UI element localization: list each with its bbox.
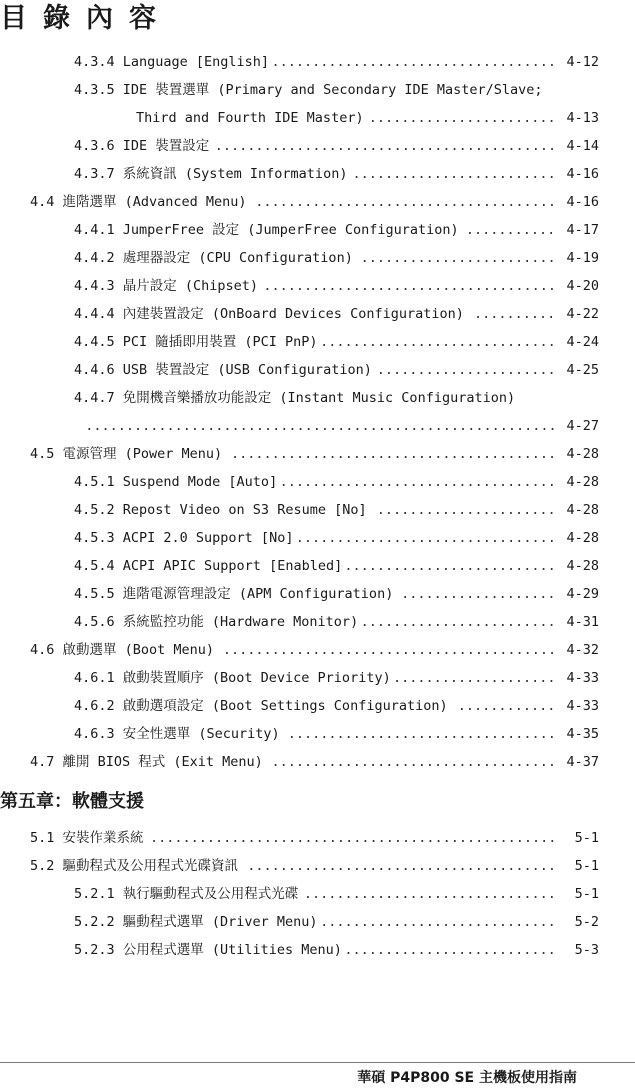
dot-leader: ....................... (368, 110, 556, 126)
toc-entry-page: 4-13 (566, 110, 599, 126)
toc-entry-page: 4-17 (566, 222, 599, 238)
page-footer: 華碩 P4P800 SE 主機板使用指南 (357, 1070, 577, 1086)
toc-entry (0, 936, 635, 964)
toc-entry-label: 5.2.1 執行驅動程式及公用程式光碟 (74, 886, 299, 902)
dot-leader: ...................... (376, 502, 556, 518)
dot-leader: ................................. (287, 726, 556, 742)
dot-leader: ................... (401, 586, 556, 602)
toc-chapter-5 (0, 824, 635, 964)
toc-entry-page: 4-25 (566, 362, 599, 378)
toc-entry (0, 244, 635, 272)
dot-leader: ........................ (360, 250, 556, 266)
toc-entry-label: 4.3.6 IDE 裝置設定 (74, 138, 210, 154)
toc-entry (0, 132, 635, 160)
toc-entry-page: 5-1 (574, 830, 599, 846)
toc-entry-page: 4-28 (566, 558, 599, 574)
dot-leader: ............................. (320, 914, 556, 930)
toc-entry-page: 4-33 (566, 670, 599, 686)
toc-entry (0, 272, 635, 300)
dot-leader: ............................... (303, 886, 556, 902)
dot-leader: ...................................... (247, 858, 557, 874)
toc-entry-label: 4.5.5 進階電源管理設定 (APM Configuration) (74, 586, 394, 602)
toc-entry (0, 48, 635, 76)
dot-leader: .......................... (344, 942, 556, 958)
toc-entry-page: 5-1 (574, 886, 599, 902)
toc-entry-page: 4-33 (566, 698, 599, 714)
toc-entry-page: 4-37 (566, 754, 599, 770)
toc-entry-page: 4-27 (566, 418, 599, 434)
toc-entry (0, 412, 635, 440)
toc-entry (0, 356, 635, 384)
toc-entry (0, 328, 635, 356)
toc-entry (0, 216, 635, 244)
toc-entry (0, 608, 635, 636)
toc-entry (0, 552, 635, 580)
toc-entry-page: 4-24 (566, 334, 599, 350)
dot-leader: .......... (474, 306, 556, 322)
toc-entry (0, 300, 635, 328)
toc-entry-label: 5.2.2 驅動程式選單 (Driver Menu) (74, 914, 318, 930)
dot-leader: .................................... (263, 278, 556, 294)
toc-entry-label: 4.6.3 安全性選單 (Security) (74, 726, 280, 742)
dot-leader: ............ (457, 698, 556, 714)
toc-entry-label: 4.5.4 ACPI APIC Support [Enabled] (74, 558, 343, 574)
toc-entry (0, 440, 635, 468)
toc-entry (0, 636, 635, 664)
dot-leader: ........................................ (231, 446, 557, 462)
toc-entry-label: 4.4.1 JumperFree 設定 (JumperFree Configuration) (74, 222, 459, 238)
toc-entry-page: 4-22 (566, 306, 599, 322)
toc-entry-label: 5.1 安裝作業系統 (30, 830, 144, 846)
toc-entry (0, 664, 635, 692)
toc-entry-page: 4-20 (566, 278, 599, 294)
dot-leader: ......................................... (222, 642, 557, 658)
toc-entry (0, 908, 635, 936)
toc-entry-page: 4-16 (566, 194, 599, 210)
dot-leader: ...................... (376, 362, 556, 378)
toc-entry-page: 4-31 (566, 614, 599, 630)
toc-entry-page: 4-12 (566, 54, 599, 70)
dot-leader: .................................................. (150, 830, 557, 846)
dot-leader: ........................ (360, 614, 556, 630)
toc-chapter-4 (0, 48, 635, 776)
toc-entry (0, 468, 635, 496)
toc-entry-page: 4-28 (566, 502, 599, 518)
toc-entry-label: 4.5.2 Repost Video on S3 Resume [No] (74, 502, 367, 518)
dot-leader: .......................... (344, 558, 556, 574)
toc-entry-label: 4.4.7 免開機音樂播放功能設定 (Instant Music Configuration) (74, 390, 516, 406)
dot-leader: .................... (393, 670, 556, 686)
toc-entry-page: 4-16 (566, 166, 599, 182)
dot-leader: ................................... (271, 754, 556, 770)
toc-entry-label: 4.4.4 內建裝置設定 (OnBoard Devices Configuration) (74, 306, 464, 322)
toc-entry-label: Third and Fourth IDE Master) (136, 110, 364, 126)
toc-entry-label: 4.5.1 Suspend Mode [Auto] (74, 474, 278, 490)
toc-entry-label: 4.4 進階選單 (Advanced Menu) (30, 194, 247, 210)
toc-entry (0, 852, 635, 880)
toc-entry (0, 748, 635, 776)
dot-leader: ..................................... (255, 194, 557, 210)
dot-leader: ................................ (295, 530, 556, 546)
toc-entry (0, 692, 635, 720)
toc-entry-label: 4.3.4 Language [English] (74, 54, 270, 70)
toc-entry-label: 4.5.3 ACPI 2.0 Support [No] (74, 530, 294, 546)
dot-leader: ................................... (271, 54, 556, 70)
toc-entry (0, 524, 635, 552)
toc-entry-label: 4.3.7 系統資訊 (System Information) (74, 166, 348, 182)
dot-leader: ........... (465, 222, 556, 238)
toc-entry-page: 5-1 (574, 858, 599, 874)
toc-entry (0, 880, 635, 908)
toc-entry-label: 5.2.3 公用程式選單 (Utilities Menu) (74, 942, 342, 958)
toc-entry-label: 4.4.6 USB 裝置設定 (USB Configuration) (74, 362, 372, 378)
toc-entry-label: 4.7 離開 BIOS 程式 (Exit Menu) (30, 754, 263, 770)
toc-entry-page: 4-35 (566, 726, 599, 742)
dot-leader: .................................. (279, 474, 556, 490)
toc-entry (0, 104, 635, 132)
page-title: 目錄內容 (0, 3, 172, 34)
toc-entry (0, 720, 635, 748)
toc-entry-page: 4-14 (566, 138, 599, 154)
toc-entry-page: 4-28 (566, 446, 599, 462)
toc-entry (0, 580, 635, 608)
dot-leader: ............................. (320, 334, 556, 350)
dot-leader: ......................... (352, 166, 556, 182)
toc-entry-page: 5-2 (574, 914, 599, 930)
toc-entry (0, 496, 635, 524)
footer-divider (0, 1062, 635, 1063)
toc-entry-label: 4.6.1 啟動裝置順序 (Boot Device Priority) (74, 670, 391, 686)
toc-entry (0, 384, 635, 412)
toc-entry-page: 4-32 (566, 642, 599, 658)
toc-entry-page: 4-19 (566, 250, 599, 266)
toc-entry-label: 4.3.5 IDE 裝置選單 (Primary and Secondary IDE Master/Slave; (74, 82, 543, 98)
chapter-5-heading: 第五章：軟體支援 (0, 791, 144, 812)
toc-entry-label: 4.6.2 啟動選項設定 (Boot Settings Configuration) (74, 698, 448, 714)
toc-entry-page: 4-29 (566, 586, 599, 602)
toc-entry-label: 4.4.2 處理器設定 (CPU Configuration) (74, 250, 353, 266)
toc-entry-label: 4.4.5 PCI 隨插即用裝置 (PCI PnP) (74, 334, 318, 350)
toc-entry-page: 4-28 (566, 530, 599, 546)
dot-leader: .......................................................... (85, 418, 557, 434)
toc-entry-label: 4.5.6 系統監控功能 (Hardware Monitor) (74, 614, 359, 630)
toc-entry-page: 5-3 (574, 942, 599, 958)
toc-entry-label: 4.6 啟動選單 (Boot Menu) (30, 642, 215, 658)
toc-entry-label: 4.5 電源管理 (Power Menu) (30, 446, 223, 462)
toc-entry-page: 4-28 (566, 474, 599, 490)
toc-entry (0, 160, 635, 188)
toc-entry (0, 824, 635, 852)
dot-leader: .......................................... (214, 138, 557, 154)
toc-entry (0, 188, 635, 216)
toc-entry-label: 4.4.3 晶片設定 (Chipset) (74, 278, 259, 294)
toc-entry (0, 76, 635, 104)
toc-entry-label: 5.2 驅動程式及公用程式光碟資訊 (30, 858, 239, 874)
